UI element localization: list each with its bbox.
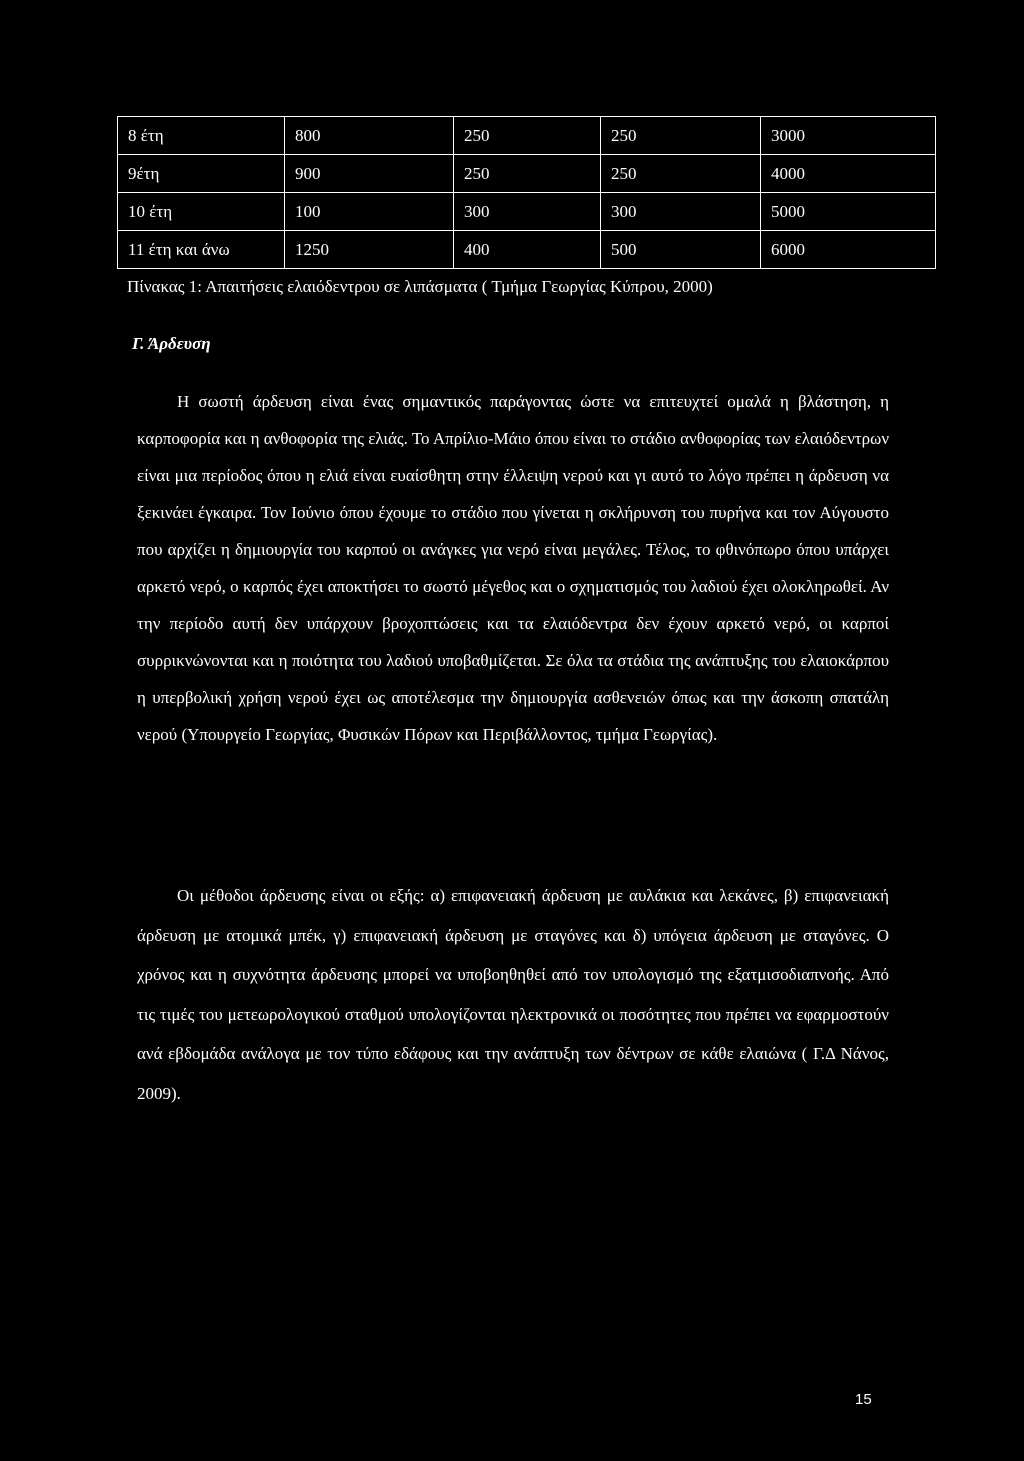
table-row bbox=[118, 155, 936, 193]
table-cell: 250 bbox=[601, 117, 761, 155]
table-cell: 500 bbox=[601, 231, 761, 269]
table-row bbox=[118, 117, 936, 155]
table-cell: 1250 bbox=[285, 231, 454, 269]
table-cell: 800 bbox=[285, 117, 454, 155]
paragraph-irrigation-methods: Οι μέθοδοι άρδευσης είναι οι εξής: α) επιφανειακή άρδευση με αυλάκια και λεκάνες, β) επιφανειακή άρδευση με ατομικά μπέκ, γ) επιφανειακή άρδευση με σταγόνες και δ) υπόγεια άρδευση με σταγόνες. Ο χρόνος και η συχνότητα άρδευσης μπορεί να υποβοηθηθεί από τον υπολογισμό της εξατμισοδιαπνοής. Από τις τιμές του μετεωρολογικού σταθμού υπολογίζονται ηλεκτρονικά οι ποσότητες που πρέπει να εφαρμοστούν ανά εβδομάδα ανάλογα με τον τύπο εδάφους και την ανάπτυξη των δέντρων σε κάθε ελαιώνα ( Γ.Δ Νάνος, 2009). bbox=[137, 886, 889, 1103]
table-cell: 300 bbox=[454, 193, 601, 231]
table-cell: 900 bbox=[285, 155, 454, 193]
table-cell: 3000 bbox=[761, 117, 936, 155]
table-caption: Πίνακας 1: Απαιτήσεις ελαιόδεντρου σε λιπάσματα ( Τμήμα Γεωργίας Κύπρου, 2000) bbox=[127, 277, 713, 296]
table-row bbox=[118, 231, 936, 269]
table-cell: 400 bbox=[454, 231, 601, 269]
table-cell: 5000 bbox=[761, 193, 936, 231]
fertilizer-table-container bbox=[117, 116, 935, 269]
table-cell: 250 bbox=[454, 155, 601, 193]
table-cell: 6000 bbox=[761, 231, 936, 269]
table-cell: 8 έτη bbox=[118, 117, 285, 155]
table-cell: 11 έτη και άνω bbox=[118, 231, 285, 269]
paragraph-irrigation-importance: Η σωστή άρδευση είναι ένας σημαντικός παράγοντας ώστε να επιτευχτεί ομαλά η βλάστηση, η καρποφορία και η ανθοφορία της ελιάς. Το Απρίλιο-Μάιο όπου είναι το στάδιο ανθοφορίας των ελαιόδεντρων είναι μια περίοδος όπου η ελιά είναι ευαίσθητη στην έλλειψη νερού και γι αυτό το λόγο πρέπει η άρδευση να ξεκινάει έγκαιρα. Τον Ιούνιο όπου έχουμε το στάδιο που γίνεται η σκλήρυνση του πυρήνα και τον Αύγουστο που αρχίζει η δημιουργία του καρπού οι ανάγκες για νερό είναι μεγάλες. Τέλος, το φθινόπωρο όπου υπάρχει αρκετό νερό, ο καρπός έχει αποκτήσει το σωστό μέγεθος και ο σχηματισμός του λαδιού έχει ολοκληρωθεί. Αν την περίοδο αυτή δεν υπάρχουν βροχοπτώσεις και τα ελαιόδεντρα δεν έχουν αρκετό νερό, οι καρποί συρρικνώνονται και η ποιότητα του λαδιού υποβαθμίζεται. Σε όλα τα στάδια της ανάπτυξης του ελαιοκάρπου η υπερβολική χρήση νερού έχει ως αποτέλεσμα την δημιουργία ασθενειών όπως και την άσκοπη σπατάλη νερού (Υπουργείο Γεωργίας, Φυσικών Πόρων και Περιβάλλοντος, τμήμα Γεωργίας). bbox=[137, 392, 889, 744]
table-cell: 250 bbox=[601, 155, 761, 193]
page-number: 15 bbox=[855, 1391, 872, 1408]
table-cell: 100 bbox=[285, 193, 454, 231]
fertilizer-requirements-table bbox=[117, 116, 936, 269]
table-cell: 9έτη bbox=[118, 155, 285, 193]
table-cell: 4000 bbox=[761, 155, 936, 193]
table-cell: 300 bbox=[601, 193, 761, 231]
section-heading: Γ. Άρδευση bbox=[132, 334, 211, 353]
table-cell: 10 έτη bbox=[118, 193, 285, 231]
table-body bbox=[118, 117, 936, 269]
table-row bbox=[118, 193, 936, 231]
table-cell: 250 bbox=[454, 117, 601, 155]
